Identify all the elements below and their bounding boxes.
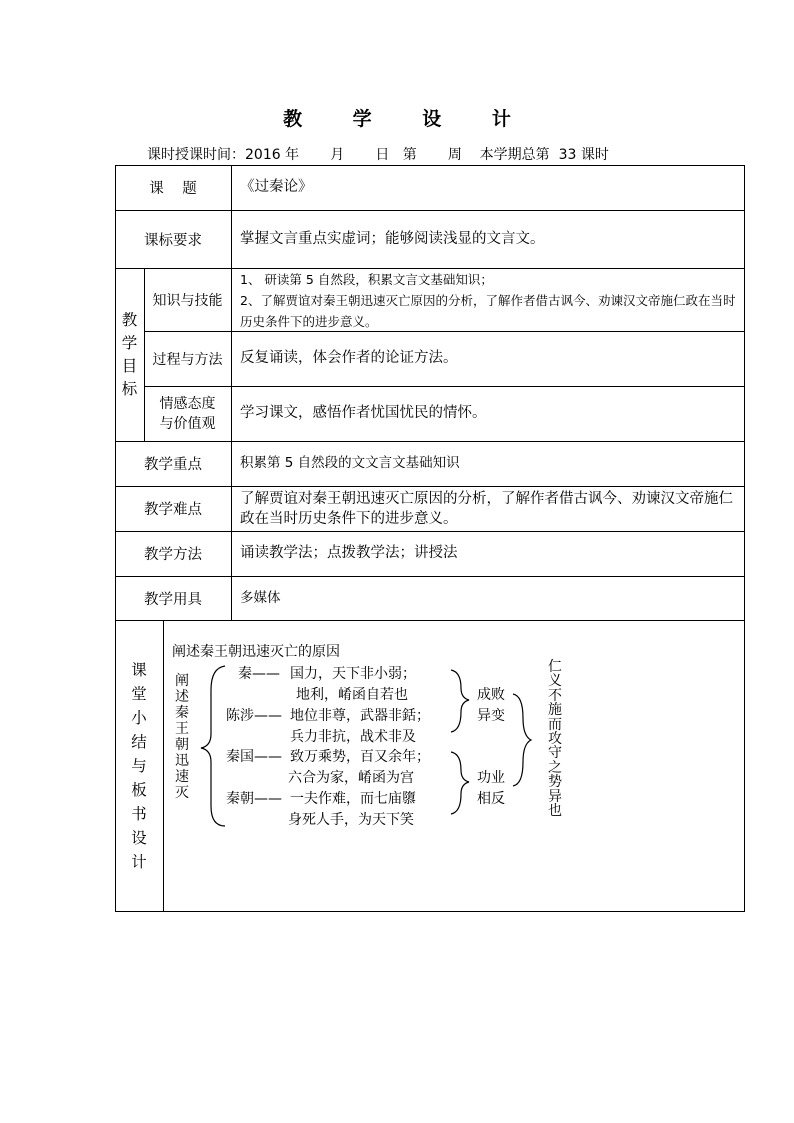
board-item-name: 秦朝——: [226, 791, 282, 807]
right-brace-final: [513, 694, 531, 786]
column-divider: [163, 620, 164, 912]
tools-value: 多媒体: [240, 589, 281, 606]
method-value: 诵读教学法；点拨教学法；讲授法: [240, 545, 458, 561]
board-left-char: 迅: [175, 753, 189, 769]
board-item-line: 地利，崤函自若也: [296, 687, 408, 703]
board-conclusion-char: 也: [548, 803, 562, 820]
process-value: 反复诵读，体会作者的论证方法。: [240, 350, 458, 366]
knowledge-line: 2、了解贾谊对秦王朝迅速灭亡原因的分析，了解作者借古讽今、劝谏汉文帝施仁政在当时历史条件下的进步意义。: [240, 293, 736, 329]
topic-value: 《过秦论》: [240, 179, 313, 195]
board-item-line: 兵力非抗，战术非及: [290, 729, 416, 745]
board-group1-line: 异变: [477, 708, 505, 724]
summary-label-char: 结: [131, 733, 147, 751]
board-left-char: 秦: [175, 705, 189, 721]
topic-label: 课 题: [149, 181, 197, 197]
summary-label-char: 板: [131, 781, 147, 799]
goals-group-label: [115, 268, 144, 441]
board-item-name: 秦——: [238, 666, 280, 682]
board-left-char: 王: [175, 721, 189, 737]
summary-label-char: 课: [131, 661, 147, 679]
right-brace-group2: [451, 752, 469, 814]
board-item-line: 六合为家，崤函为宫: [288, 770, 414, 786]
board-left-char: 述: [175, 689, 189, 705]
goals-group-char: 标: [121, 379, 138, 398]
key-point-label: 教学重点: [144, 457, 202, 473]
summary-label-char: 书: [131, 805, 147, 823]
board-left-char: 速: [175, 769, 189, 785]
knowledge-label: 知识与技能: [152, 292, 223, 309]
difficulty-value: 了解贾谊对秦王朝迅速灭亡原因的分析，了解作者借古讽今、劝谏汉文帝施仁政在当时历史条件下的进步意义。: [240, 490, 733, 527]
knowledge-value: [231, 268, 745, 331]
board-conclusion-char: 异: [548, 788, 562, 805]
goals-group-char: 目: [121, 356, 138, 375]
knowledge-line: 1、 研读第 5 自然段，积累文言文基础知识；: [240, 272, 493, 287]
board-conclusion-char: 施: [548, 702, 562, 719]
emotion-label-line: 与价值观: [159, 415, 216, 432]
board-group1-line: 成败: [477, 687, 505, 703]
standard-label: 课标要求: [144, 232, 202, 249]
summary-label: [115, 620, 163, 912]
summary-label-char: 计: [131, 853, 147, 871]
board-item-line: 地位非尊，武器非銛；: [290, 708, 430, 724]
board-conclusion-char: 守: [548, 745, 562, 762]
class-time-line: 课时授课时间：2016 年 月 日 第 周 本学期总第 33 课时: [147, 147, 609, 163]
summary-label-char: 设: [131, 829, 147, 847]
board-left-char: 灭: [175, 785, 189, 801]
board-item-line: 致万乘势，百又余年；: [290, 749, 430, 765]
board-group2-line: 相反: [477, 791, 505, 807]
document-title: 教 学 设 计: [283, 108, 533, 130]
goals-group-char: 学: [121, 333, 138, 352]
board-item-line: 国力，天下非小弱；: [290, 666, 416, 682]
process-label: 过程与方法: [152, 351, 223, 368]
board-left-char: 阐: [175, 673, 189, 689]
row-divider: [115, 620, 745, 621]
board-item-name: 秦国——: [226, 749, 282, 765]
tools-label: 教学用具: [144, 591, 202, 608]
board-item-name: 陈涉——: [226, 708, 282, 724]
board-group2-line: 功业: [477, 770, 505, 786]
big-left-brace: [201, 666, 225, 826]
summary-label-char: 与: [131, 757, 147, 775]
board-left-vertical: [172, 673, 192, 803]
summary-label-char: 堂: [131, 685, 147, 703]
board-left-char: 朝: [175, 737, 189, 753]
key-point-value: 积累第 5 自然段的文文言文基础知识: [240, 455, 460, 471]
goals-group-char: 教: [121, 310, 138, 329]
right-brace-group1: [451, 670, 469, 732]
board-conclusion-char: 势: [548, 774, 562, 791]
emotion-label-line: 情感态度: [159, 395, 216, 412]
board-heading: 阐述秦王朝迅速灭亡的原因: [172, 644, 340, 660]
summary-label-char: 小: [131, 709, 147, 727]
standard-value: 掌握文言重点实虚词；能够阅读浅显的文言文。: [240, 230, 545, 247]
method-label: 教学方法: [144, 547, 202, 563]
board-conclusion-char: 而: [548, 716, 562, 733]
difficulty-label: 教学难点: [144, 502, 202, 518]
board-conclusion-char: 之: [548, 759, 562, 776]
board-conclusion-char: 攻: [548, 731, 562, 748]
board-item-line: 一夫作难，而七庙隳: [290, 791, 416, 807]
emotion-label: [144, 386, 231, 441]
board-conclusion-char: 仁: [548, 659, 562, 675]
board-conclusion-char: 义: [548, 673, 562, 690]
board-item-line: 身死人手，为天下笑: [288, 812, 414, 828]
emotion-value: 学习课文，感悟作者忧国忧民的情怀。: [240, 405, 487, 421]
board-conclusion-vertical: [545, 660, 565, 820]
board-conclusion-char: 不: [548, 687, 562, 704]
